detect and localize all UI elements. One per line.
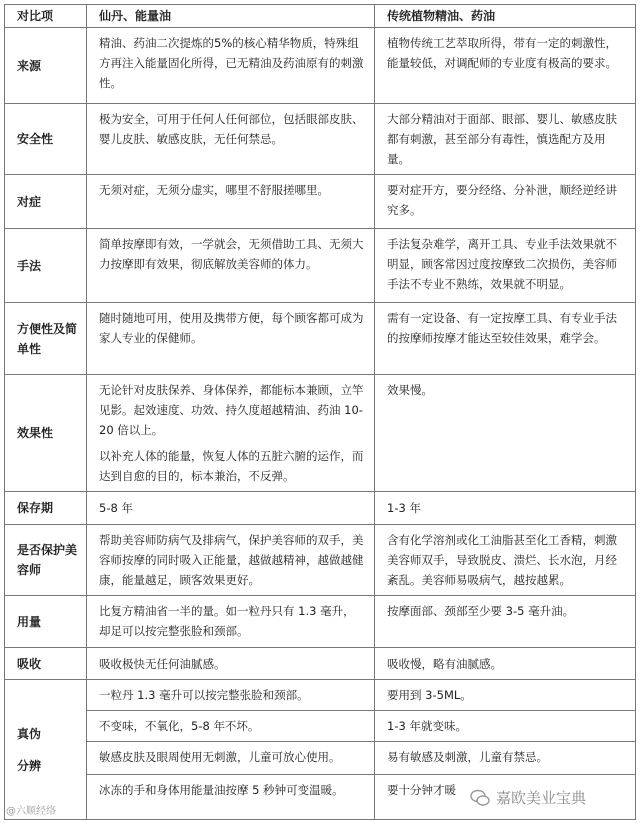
row-label — [5, 680, 87, 820]
row-label: 安全性 — [5, 104, 87, 175]
cell-energy-oil: 比复方精油省一半的量。如一粒丹只有 1.3 毫升，却足可以按完整张脸和颈部。 — [87, 596, 375, 648]
cell-energy-oil: 简单按摩即有效，一学就会，无须借助工具、无须大力按摩即有效果，彻底解放美容师的体力。 — [87, 229, 375, 303]
row-source — [5, 28, 636, 104]
cell-traditional-oil: 1-3 年 — [375, 492, 636, 525]
cell-energy-oil: 5-8 年 — [87, 492, 375, 525]
cell-energy-oil — [87, 680, 375, 820]
authenticity-item: 敏感皮肤及眼周使用无刺激，儿童可放心使用。 — [87, 742, 374, 775]
label-line-2: 分辨 — [17, 758, 42, 773]
row-label: 对症 — [5, 175, 87, 229]
row-convenience — [5, 303, 636, 375]
wechat-icon — [470, 788, 490, 808]
row-dosage — [5, 596, 636, 648]
cell-traditional-oil: 植物传统工艺萃取所得，带有一定的刺激性，能量较低，对调配师的专业度有极高的要求。 — [375, 28, 636, 104]
row-label: 效果性 — [5, 375, 87, 492]
header-energy-oil: 仙丹、能量油 — [87, 5, 375, 28]
watermark-left: @六顺经络 — [6, 806, 56, 817]
cell-traditional-oil: 含有化学溶剂或化工油脂甚至化工香精，刺激美容师双手，导致脱皮、溃烂、长水泡，月经紊乱。美容师易吸病气，越按越累。 — [375, 525, 636, 596]
authenticity-item: 要十分钟才暖 — [387, 783, 456, 797]
row-label: 吸收 — [5, 648, 87, 680]
cell-energy-oil: 精油、药油二次提炼的5%的核心精华物质，特殊组方再注入能量固化所得，已无精油及药油原有的刺激性。 — [87, 28, 375, 104]
row-protect-beautician — [5, 525, 636, 596]
cell-energy-oil: 极为安全，可用于任何人任何部位，包括眼部皮肤、婴儿皮肤、敏感皮肤，无任何禁忌。 — [87, 104, 375, 175]
effect-paragraph-1: 无论针对皮肤保养、身体保养，都能标本兼顾，立竿见影。起效速度、功效、持久度超越精油、药油 10-20 倍以上。 — [99, 383, 364, 437]
cell-traditional-oil: 按摩面部、颈部至少要 3-5 毫升油。 — [375, 596, 636, 648]
cell-traditional-oil: 要对症开方，要分经络、分补泄，顺经逆经讲究多。 — [375, 175, 636, 229]
authenticity-item: 一粒丹 1.3 毫升可以按完整张脸和颈部。 — [87, 680, 374, 711]
authenticity-item: 不变味，不氧化，5-8 年不坏。 — [87, 711, 374, 742]
authenticity-item: 冰冻的手和身体用能量油按摩 5 秒钟可变温暖。 — [99, 783, 344, 797]
row-label: 是否保护美容师 — [5, 525, 87, 596]
watermark-right — [470, 787, 586, 808]
cell-energy-oil: 吸收极快无任何油腻感。 — [87, 648, 375, 680]
watermark-right-text: 嘉欧美业宝典 — [496, 789, 587, 807]
row-shelf-life — [5, 492, 636, 525]
label-line-1: 真伪 — [17, 726, 42, 741]
cell-traditional-oil: 大部分精油对于面部、眼部、婴儿、敏感皮肤都有刺激，甚至部分有毒性，慎选配方及用量。 — [375, 104, 636, 175]
cell-traditional-oil: 效果慢。 — [375, 375, 636, 492]
row-label: 来源 — [5, 28, 87, 104]
cell-energy-oil: 帮助美容师防病气及排病气，保护美容师的双手，美容师按摩的同时吸入正能量，越做越精神，越做越健康，能量越足，顾客效果更好。 — [87, 525, 375, 596]
cell-traditional-oil: 吸收慢，略有油腻感。 — [375, 648, 636, 680]
row-symptom — [5, 175, 636, 229]
row-safety — [5, 104, 636, 175]
header-compare-item: 对比项 — [5, 5, 87, 28]
row-effect — [5, 375, 636, 492]
authenticity-item: 易有敏感及刺激，儿童有禁忌。 — [375, 742, 635, 775]
comparison-table — [4, 4, 636, 820]
cell-traditional-oil: 手法复杂难学，离开工具、专业手法效果就不明显，顾客常因过度按摩致二次损伤，美容师手法不专业不熟练，效果就不明显。 — [375, 229, 636, 303]
cell-energy-oil — [87, 375, 375, 492]
header-row — [5, 5, 636, 28]
cell-traditional-oil: 需有一定设备、有一定按摩工具、有专业手法的按摩师按摩才能达至较佳效果，难学会。 — [375, 303, 636, 375]
header-traditional-oil: 传统植物精油、药油 — [375, 5, 636, 28]
row-absorption — [5, 648, 636, 680]
row-label: 保存期 — [5, 492, 87, 525]
row-technique — [5, 229, 636, 303]
row-label: 方便性及简单性 — [5, 303, 87, 375]
authenticity-item: 1-3 年就变味。 — [375, 711, 635, 742]
effect-paragraph-2: 以补充人体的能量，恢复人体的五脏六腑的运作，而达到自愈的目的，标本兼治，不反弹。 — [99, 449, 364, 483]
row-label: 用量 — [5, 596, 87, 648]
authenticity-item: 要用到 3-5ML。 — [375, 680, 635, 711]
cell-energy-oil: 随时随地可用，使用及携带方便，每个顾客都可成为家人专业的保健师。 — [87, 303, 375, 375]
cell-energy-oil: 无须对症，无须分虚实，哪里不舒服搓哪里。 — [87, 175, 375, 229]
row-label: 手法 — [5, 229, 87, 303]
